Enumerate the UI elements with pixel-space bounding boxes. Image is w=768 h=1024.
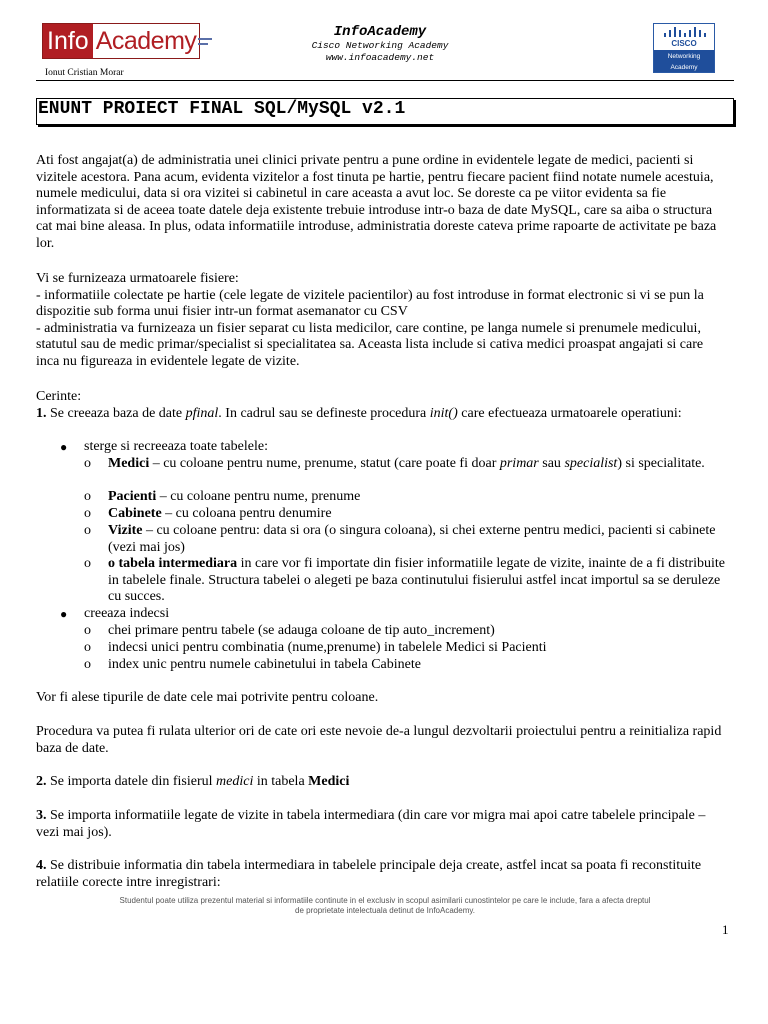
- sub-bullet-icon: o: [84, 623, 91, 638]
- header-title: InfoAcademy: [333, 24, 427, 40]
- cabinete-text: – cu coloana pentru denumire: [161, 506, 332, 521]
- item-pacienti: [108, 489, 726, 506]
- bullet-tables: sterge si recreeaza toate tabelele:: [84, 439, 268, 454]
- intro-text: Ati fost angajat(a) de administratia unei clinici private pentru a pune ordine in evidentele legate de medici, pacienti si vizitele acestora. Pana acum, evidenta vizitelor a fost tinuta pe hartie, pentru fiecare pacient fiind notate numele acestuia, numele medicului, data si ora vizitei si cabinetul in care aceasta a avut loc. Se doreste ca pe viitor evidenta sa fie informatizata si de aceea toate datele deja existente trebuie introduse intr-o baza de date MySQL, care sa aiba o structura cat mai bine aleasa. In plus, odata informatiile introduse, administratia doreste cateva prime rapoarte de activitate pe baza lor.: [36, 153, 717, 251]
- cisco-networking-text: Networking: [667, 53, 701, 60]
- proc-name: init(): [429, 405, 458, 421]
- step-2-number: 2.: [36, 774, 47, 789]
- cisco-academy-text: Academy: [670, 64, 698, 71]
- logo-info-text: Info: [43, 24, 93, 58]
- cisco-bars-icon: [664, 27, 706, 37]
- step-1-text-a: Se creeaza baza de date: [46, 405, 186, 421]
- header-subtitle: Cisco Networking Academy: [311, 40, 449, 51]
- label-vizite: Vizite: [108, 523, 143, 538]
- medici-text-a: – cu coloane pentru nume, prenume, statut (care poate fi doar: [149, 456, 500, 471]
- header-website: www.infoacademy.net: [325, 52, 435, 63]
- sub-bullet-icon: o: [84, 489, 91, 504]
- label-cabinete: Cabinete: [108, 506, 162, 521]
- step-2-table: Medici: [308, 774, 350, 789]
- step-2-text-b: in tabela: [253, 774, 309, 789]
- cerinte-section: [36, 389, 726, 422]
- step-3-text: Se importa informatiile legate de vizite in tabela intermediara (din care vor migra mai apoi catre tabelele principale – vezi mai jos).: [36, 808, 706, 840]
- author-name: Ionut Cristian Morar: [45, 68, 124, 78]
- medici-sau: sau: [538, 456, 565, 471]
- footer-disclaimer: [36, 896, 734, 916]
- files-heading: Vi se furnizeaza urmatoarele fisiere:: [36, 271, 239, 286]
- step-2-text-a: Se importa datele din fisierul: [46, 774, 217, 789]
- step-2: [36, 774, 726, 791]
- header-divider: [36, 80, 734, 81]
- medici-specialist: specialist: [564, 456, 618, 471]
- medici-primar: primar: [499, 456, 539, 471]
- step-4-text: Se distribuie informatia din tabela intermediara in tabelele principale deja create, astfel incat sa poata fi reconstituite relatiile corecte intre inregistrari:: [36, 858, 702, 890]
- sub-bullet-icon: o: [84, 506, 91, 521]
- pacienti-text: – cu coloane pentru nume, prenume: [156, 489, 361, 504]
- header-center: [230, 24, 530, 64]
- bullet-indexes: creeaza indecsi: [84, 606, 170, 621]
- step-1-text-b: . In cadrul sau se defineste procedura: [218, 405, 430, 421]
- step-2-file: medici: [216, 774, 254, 789]
- step-3-number: 3.: [36, 808, 47, 823]
- index-unique-cabinet: index unic pentru numele cabinetului in tabela Cabinete: [108, 657, 421, 672]
- files-item-vizite: - informatiile colectate pe hartie (cele legate de vizitele pacientilor) au fost introduse in format electronic si vi se pun la dispozitie sub forma unui fisier intr-un format asemanator cu CSV: [36, 287, 704, 320]
- index-unique-name: indecsi unici pentru combinatia (nume,prenume) in tabelele Medici si Pacienti: [108, 640, 547, 655]
- step-3: [36, 808, 726, 841]
- logo-academy-text: Academy: [95, 27, 197, 55]
- step-4: [36, 858, 726, 891]
- vizite-text: – cu coloane pentru: data si ora (o singura coloana), si chei externe pentru medici, pacienti si cabinete (vezi mai jos): [108, 523, 716, 555]
- document-title: ENUNT PROIECT FINAL SQL/MySQL v2.1: [38, 99, 406, 119]
- infoacademy-logo: [42, 23, 200, 59]
- footer-line-2: de proprietate intelectuala detinut de InfoAcademy.: [295, 906, 475, 915]
- intro-paragraph: [36, 153, 726, 253]
- step-1: [36, 406, 726, 423]
- step-4-number: 4.: [36, 858, 47, 873]
- item-medici: [108, 456, 726, 473]
- sub-bullet-icon: o: [84, 657, 91, 672]
- cisco-wordmark: CISCO: [671, 39, 697, 48]
- tabela-text: in care vor fi importate din fisier informatiile legate de vizite, inainte de a fi distribuite in tabelele finale. Structura tabelei o alegeti pe baza continutului fisierului astfel incat importul sa se deruleze cu succes.: [108, 556, 725, 605]
- types-paragraph: Vor fi alese tipurile de date cele mai potrivite pentru coloane.: [36, 690, 379, 705]
- bullet-icon: ●: [60, 440, 68, 454]
- cisco-academy-logo: [653, 23, 715, 73]
- footer-line-1: Studentul poate utiliza prezentul material si informatiile continute in el exclusiv in scopul asimilarii cunostintelor pe care le include, fara a afecta dreptul: [119, 896, 651, 905]
- sub-bullet-icon: o: [84, 640, 91, 655]
- label-pacienti: Pacienti: [108, 489, 157, 504]
- page-number: 1: [722, 922, 729, 937]
- procedure-paragraph: Procedura va putea fi rulata ulterior ori de cate ori este nevoie de-a lungul dezvoltarii proiectului pentru a reinitializa rapid baza de date.: [36, 724, 722, 756]
- label-medici: Medici: [108, 456, 150, 471]
- logo-lines-icon: [198, 24, 212, 58]
- files-section: [36, 271, 726, 371]
- step-1-text-c: care efectueaza urmatoarele operatiuni:: [457, 405, 682, 421]
- sub-bullet-icon: o: [84, 523, 91, 538]
- step-1-number: 1.: [36, 405, 47, 421]
- label-tabela: o tabela intermediara: [108, 556, 238, 571]
- item-vizite: [108, 523, 726, 556]
- item-cabinete: [108, 506, 726, 523]
- sub-bullet-icon: o: [84, 456, 91, 471]
- bullet-icon: ●: [60, 607, 68, 621]
- cerinte-heading: Cerinte:: [36, 389, 82, 404]
- item-tabela-intermediara: [108, 556, 726, 606]
- db-name: pfinal: [185, 405, 219, 421]
- files-item-medici: - administratia va furnizeaza un fisier separat cu lista medicilor, care contine, pe langa numele si prenumele medicului, statutul sau de medic primar/specialist si specialitatea sa. Aceasta lista include si cativa medici proaspat angajati si care inca nu figureaza in evidentele legate de vizite.: [36, 320, 704, 369]
- index-primary: chei primare pentru tabele (se adauga coloane de tip auto_increment): [108, 623, 495, 638]
- medici-text-b: ) si specialitate.: [617, 456, 705, 471]
- sub-bullet-icon: o: [84, 556, 91, 571]
